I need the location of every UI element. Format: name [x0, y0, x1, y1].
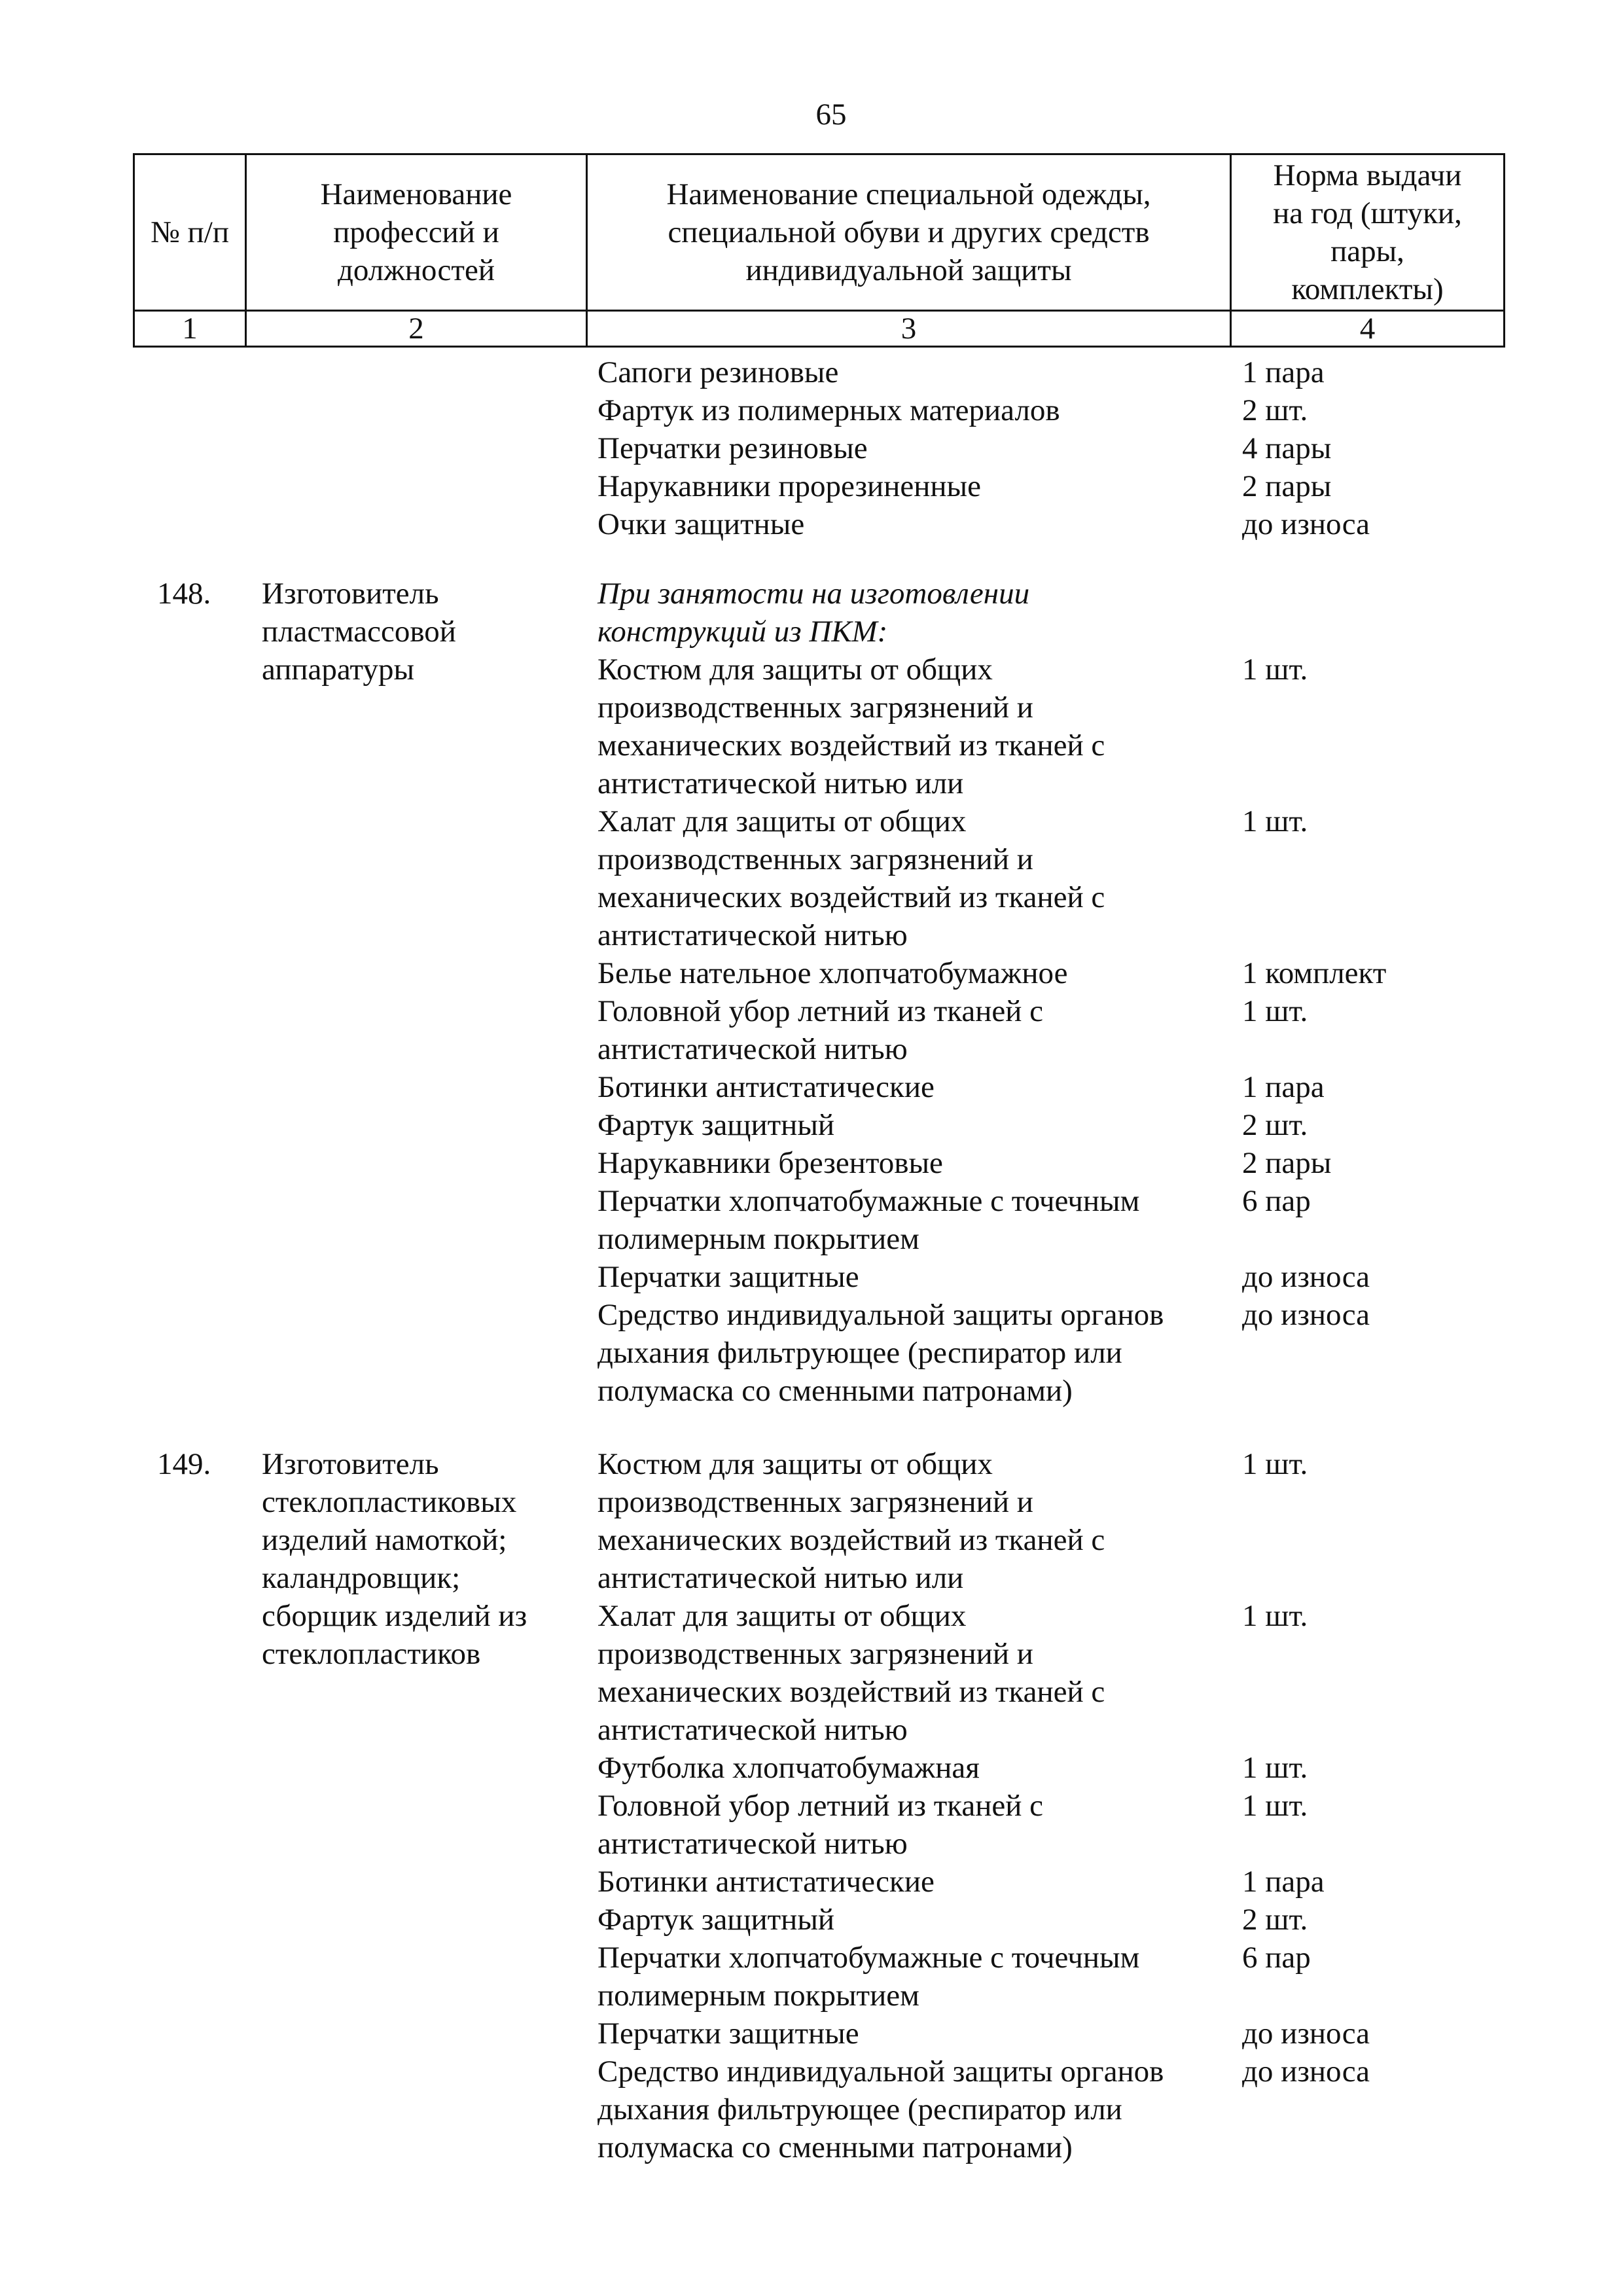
norm-value: 1 шт.	[1242, 1751, 1308, 1785]
header-norm-line: Норма выдачи	[1273, 158, 1462, 192]
column-number-3: 3	[587, 311, 1231, 347]
column-number-2: 2	[246, 311, 587, 347]
item-line: механических воздействий из тканей с	[597, 880, 1105, 914]
norm-value: 1 шт.	[1242, 1599, 1308, 1633]
item-line: Очки защитные	[597, 507, 805, 541]
header-norm-cell	[1231, 154, 1505, 311]
item-line: Перчатки хлопчатобумажные с точечным	[597, 1941, 1140, 1975]
profession-line: аппаратуры	[262, 653, 415, 687]
norm-value: 1 шт.	[1242, 804, 1308, 838]
header-profession-line: профессий и	[333, 215, 499, 249]
norm-value: 6 пар	[1242, 1941, 1311, 1975]
item-line: механических воздействий из тканей с	[597, 1675, 1105, 1709]
item-line: полимерным покрытием	[597, 1979, 919, 2013]
norm-value: до износа	[1242, 507, 1370, 541]
header-number-cell	[134, 154, 246, 311]
profession-line: Изготовитель	[262, 577, 439, 611]
norm-value: 2 пары	[1242, 1146, 1332, 1180]
item-line: антистатической нитью	[597, 1827, 908, 1861]
item-line: Сапоги резиновые	[597, 355, 839, 389]
entry-number: 149.	[157, 1447, 211, 1481]
header-profession-line: должностей	[338, 253, 495, 287]
header-norm-line: на год (штуки,	[1273, 196, 1462, 230]
norm-value: 1 шт.	[1242, 994, 1308, 1028]
item-line: Костюм для защиты от общих	[597, 1447, 993, 1481]
header-equipment-line: специальной обуви и других средств	[668, 215, 1150, 249]
item-line: Нарукавники брезентовые	[597, 1146, 943, 1180]
header-equipment-cell	[587, 154, 1231, 311]
norm-value: 2 пары	[1242, 469, 1332, 503]
item-line: дыхания фильтрующее (респиратор или	[597, 2092, 1122, 2126]
item-line: полимерным покрытием	[597, 1222, 919, 1256]
item-line: производственных загрязнений и	[597, 691, 1033, 725]
item-line: Фартук защитный	[597, 1903, 835, 1937]
norm-value: до износа	[1242, 2017, 1370, 2051]
norm-value: до износа	[1242, 2054, 1370, 2089]
profession-line: сборщик изделий из	[262, 1599, 527, 1633]
item-line: дыхания фильтрующее (респиратор или	[597, 1336, 1122, 1370]
item-line: Головной убор летний из тканей с	[597, 1789, 1043, 1823]
item-line: полумаска со сменными патронами)	[597, 1374, 1073, 1408]
item-line: механических воздействий из тканей с	[597, 1523, 1105, 1557]
profession-line: каландровщик;	[262, 1561, 461, 1595]
item-line: Костюм для защиты от общих	[597, 653, 993, 687]
item-line: производственных загрязнений и	[597, 1485, 1033, 1519]
item-line: производственных загрязнений и	[597, 1637, 1033, 1671]
norm-value: 2 шт.	[1242, 393, 1308, 427]
norm-value: 2 шт.	[1242, 1108, 1308, 1142]
norm-value: 1 пара	[1242, 355, 1325, 389]
profession-line: изделий намоткой;	[262, 1523, 507, 1557]
item-line: производственных загрязнений и	[597, 842, 1033, 876]
item-line: Футболка хлопчатобумажная	[597, 1751, 980, 1785]
norm-value: 1 шт.	[1242, 1789, 1308, 1823]
column-number-4: 4	[1231, 311, 1505, 347]
item-line: антистатической нитью	[597, 1713, 908, 1747]
profession-line: стеклопластиков	[262, 1637, 481, 1671]
norm-value: 1 комплект	[1242, 956, 1387, 990]
item-line: Перчатки защитные	[597, 1260, 859, 1294]
header-norm-line: пары,	[1330, 234, 1404, 268]
profession-line: Изготовитель	[262, 1447, 439, 1481]
item-line: Нарукавники прорезиненные	[597, 469, 981, 503]
norm-value: 4 пары	[1242, 431, 1332, 465]
item-line: Головной убор летний из тканей с	[597, 994, 1043, 1028]
page-number: 65	[815, 98, 847, 132]
header-equipment-line: индивидуальной защиты	[745, 253, 1072, 287]
norm-value: до износа	[1242, 1260, 1370, 1294]
norm-value: 1 шт.	[1242, 653, 1308, 687]
column-number-1: 1	[134, 311, 246, 347]
condition-note: конструкций из ПКМ:	[597, 615, 888, 649]
entry-number: 148.	[157, 577, 211, 611]
norm-value: 1 пара	[1242, 1070, 1325, 1104]
item-line: Ботинки антистатические	[597, 1865, 935, 1899]
item-line: Перчатки резиновые	[597, 431, 868, 465]
item-line: Ботинки антистатические	[597, 1070, 935, 1104]
header-norm-line: комплекты)	[1291, 272, 1444, 306]
norm-value: 1 шт.	[1242, 1447, 1308, 1481]
table-header	[133, 153, 1505, 348]
header-number-label: № п/п	[151, 215, 229, 249]
condition-note: При занятости на изготовлении	[597, 577, 1030, 611]
header-profession-cell	[246, 154, 587, 311]
item-line: Фартук защитный	[597, 1108, 835, 1142]
header-profession-line: Наименование	[320, 177, 512, 211]
item-line: антистатической нитью	[597, 918, 908, 952]
item-line: Фартук из полимерных материалов	[597, 393, 1060, 427]
item-line: механических воздействий из тканей с	[597, 728, 1105, 762]
item-line: Халат для защиты от общих	[597, 804, 967, 838]
item-line: антистатической нитью	[597, 1032, 908, 1066]
item-line: Белье нательное хлопчатобумажное	[597, 956, 1068, 990]
item-line: Халат для защиты от общих	[597, 1599, 967, 1633]
item-line: антистатической нитью или	[597, 1561, 964, 1595]
norm-value: 1 пара	[1242, 1865, 1325, 1899]
item-line: Средство индивидуальной защиты органов	[597, 1298, 1164, 1332]
profession-line: стеклопластиковых	[262, 1485, 517, 1519]
profession-line: пластмассовой	[262, 615, 456, 649]
header-equipment-line: Наименование специальной одежды,	[666, 177, 1151, 211]
item-line: Средство индивидуальной защиты органов	[597, 2054, 1164, 2089]
item-line: антистатической нитью или	[597, 766, 964, 800]
item-line: Перчатки хлопчатобумажные с точечным	[597, 1184, 1140, 1218]
item-line: Перчатки защитные	[597, 2017, 859, 2051]
item-line: полумаска со сменными патронами)	[597, 2130, 1073, 2164]
norm-value: 6 пар	[1242, 1184, 1311, 1218]
norm-value: 2 шт.	[1242, 1903, 1308, 1937]
norm-value: до износа	[1242, 1298, 1370, 1332]
